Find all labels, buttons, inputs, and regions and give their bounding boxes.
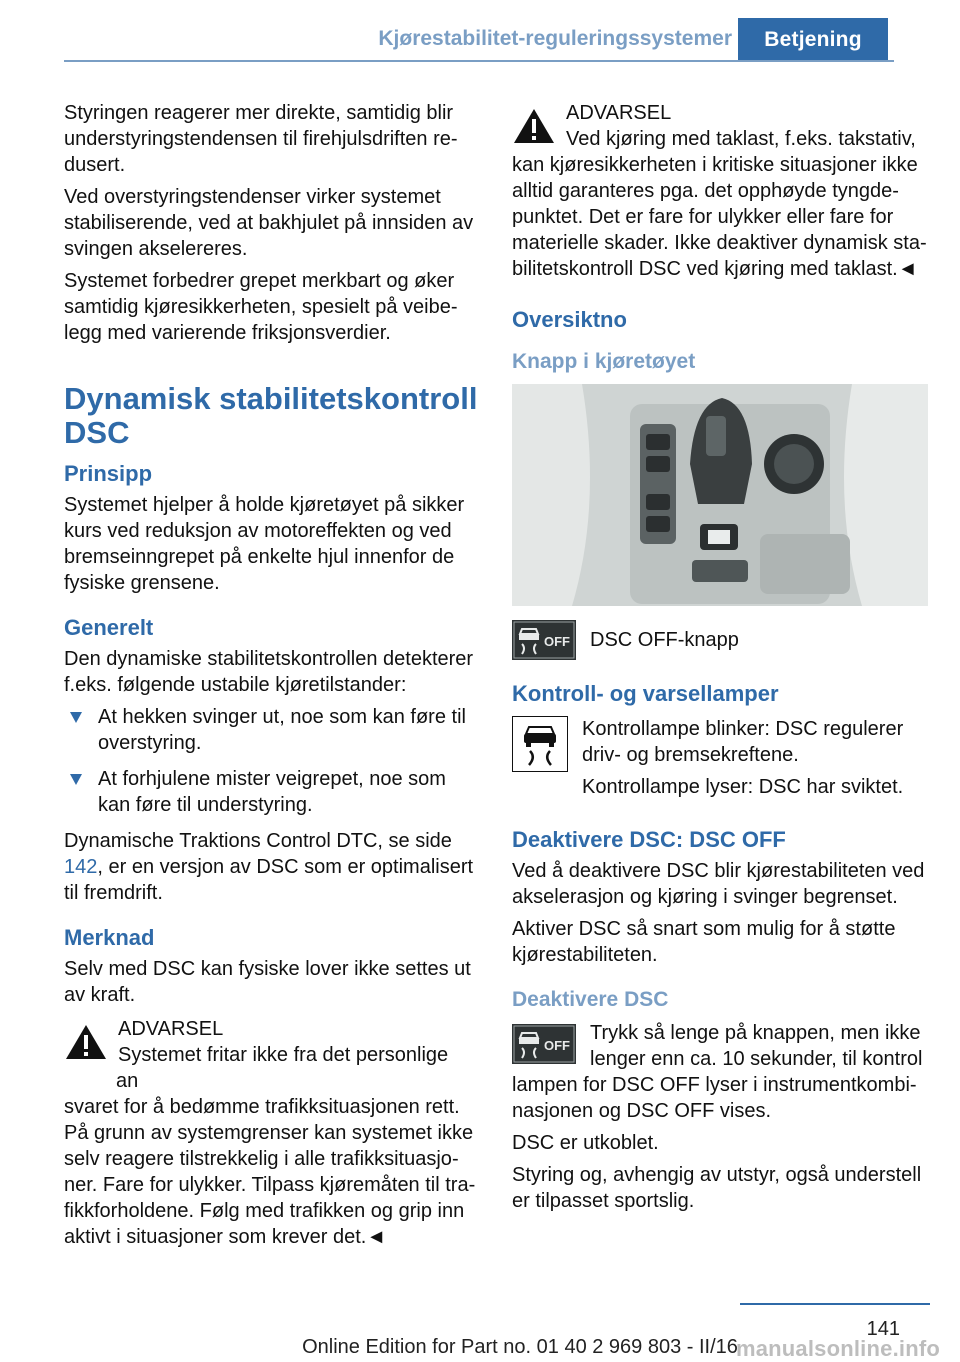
warning-box (512, 100, 930, 282)
warning-triangle-icon (512, 106, 556, 146)
deaktivere-dsc-heading: Deaktivere DSC (512, 988, 669, 1011)
intro-paragraph: Ved overstyringstendenser virker systemet stabiliserende, ved at bakhjulet på innsiden av svingen akselereres. (64, 186, 474, 260)
off-icon-label: OFF (544, 1038, 570, 1053)
bullet-triangle-icon (70, 774, 82, 785)
warning-triangle-icon (64, 1022, 108, 1062)
intro-paragraph: Systemet forbedrer grepet merkbart og øker samtidig kjøresikkerheten, spesielt på veibelegg med varierende friksjonsverdier. (64, 270, 458, 344)
intro-paragraph: Styringen reagerer mer direkte, samtidig blir understyringstendensen til firehjulsdriften redusert. (64, 102, 458, 176)
page-header (0, 0, 960, 64)
dsc-off-label: DSC OFF-knapp (590, 629, 739, 651)
generelt-text: Den dynamiske stabilitetskontrollen detekterer f.eks. følgende ustabile kjøretilstander: (64, 648, 474, 696)
deaktivere-paragraph: Ved å deaktivere DSC blir kjørestabiliteten ved akselerasjon og kjøring i svinger begrenset. (512, 860, 925, 908)
warning-first-line: Systemet fritar ikke fra det personlige an (116, 1044, 449, 1092)
list-item (64, 704, 478, 756)
section-title: Kjørestabilitet-reguleringssystemer (378, 27, 732, 50)
after-paragraph: Styring og, avhengig av utstyr, også understell er tilpasset sportslig. (512, 1164, 922, 1212)
footer-divider (740, 1303, 930, 1305)
edition-line: Online Edition for Part no. 01 40 2 969 803 - II/16 (302, 1336, 738, 1358)
generelt-heading: Generelt (64, 615, 154, 640)
after-paragraph: DSC er utkoblet. (512, 1132, 659, 1154)
deaktivere-paragraph: Aktiver DSC så snart som mulig for å støtte kjørestabiliteten. (512, 918, 896, 966)
dsc-off-legend (512, 620, 930, 660)
knapp-heading: Knapp i kjøretøyet (512, 350, 696, 373)
deaktivere-dsc-first: Trykk så lenge på knappen, men ikke lenger enn ca. 10 sekunder, til kontrol (590, 1022, 923, 1070)
warning-box (64, 1016, 478, 1250)
dtc-paragraph (64, 828, 478, 906)
page-link[interactable]: 142 (64, 856, 98, 878)
warning-title: ADVARSEL (118, 1018, 224, 1040)
list-item-text: At forhjulene mister veigrepet, noe som kan føre til understyring. (98, 768, 446, 816)
right-column (512, 100, 930, 1220)
dtc-text: Dynamische Traktions Control DTC, se side (64, 830, 452, 852)
dsc-indicator-icon (512, 716, 568, 772)
kontroll-block (512, 716, 930, 806)
console-photo (512, 384, 928, 606)
prinsipp-heading: Prinsipp (64, 461, 153, 486)
page-number: 141 (866, 1318, 900, 1340)
deaktivere-heading: Deaktivere DSC: DSC OFF (512, 827, 786, 852)
oversikt-heading: Oversiktno (512, 307, 627, 332)
kontroll-texts (582, 716, 930, 806)
kontroll-heading: Kontroll- og varsellamper (512, 681, 779, 706)
deaktivere-dsc-rest: lampen for DSC OFF lyser i instrumentkombinasjonen og DSC OFF vises. (512, 1074, 917, 1122)
prinsipp-text: Systemet hjelper å holde kjøretøyet på sikker kurs ved reduksjon av motoreffekten og ved bremseinngrepet på enkelte hjul innenfor de fysiske grensene. (64, 494, 465, 594)
left-column (64, 100, 478, 1258)
main-heading: Dynamisk stabilitetskontroll DSC (64, 381, 478, 450)
chapter-tab: Betjening (738, 18, 888, 62)
merknad-text: Selv med DSC kan fysiske lover ikke settes ut av kraft. (64, 958, 471, 1006)
kontroll-line: Kontrollampe lyser: DSC har sviktet. (582, 776, 904, 798)
center-console-image (512, 384, 928, 606)
bullet-triangle-icon (70, 712, 82, 723)
warning-first-line: Ved kjøring med taklast, f.eks. takstativ, (566, 128, 916, 150)
dtc-text-end: , er en versjon av DSC som er optimalisert til fremdrift. (64, 856, 474, 904)
dsc-off-icon (512, 620, 576, 660)
header-divider (64, 60, 894, 62)
list-item-text: At hekken svinger ut, noe som kan føre til overstyring. (98, 706, 466, 754)
merknad-heading: Merknad (64, 925, 155, 950)
deaktivere-dsc-block (512, 1020, 930, 1124)
warning-body: kan kjøresikkerheten i kritiske situasjoner ikke alltid garanteres pga. det opphøyde tyngdepunktet. Det er fare for ulykker eller fare for materielle skader. Ikke deaktiver dynamisk stabilitetskontroll DSC ved kjøring med taklast.◄ (512, 154, 927, 280)
watermark: manualsonline.info (735, 1336, 940, 1361)
off-icon-label: OFF (544, 634, 570, 649)
warning-body: svaret for å bedømme trafikksituasjonen rett. På grunn av systemgrenser kan systemet ikke selv reagere tilstrekkelig i alle trafikksituasjoner. Fare for ulykker. Tilpass kjøremåten til trafikkforholdene. Følg med trafikken og grip inn aktivt i situasjoner som krever det.◄ (64, 1096, 476, 1248)
kontroll-line: Kontrollampe blinker: DSC regulerer driv- og bremsekreftene. (582, 718, 904, 766)
list-item (64, 766, 478, 818)
dsc-off-icon (512, 1024, 576, 1064)
warning-title: ADVARSEL (566, 102, 672, 124)
